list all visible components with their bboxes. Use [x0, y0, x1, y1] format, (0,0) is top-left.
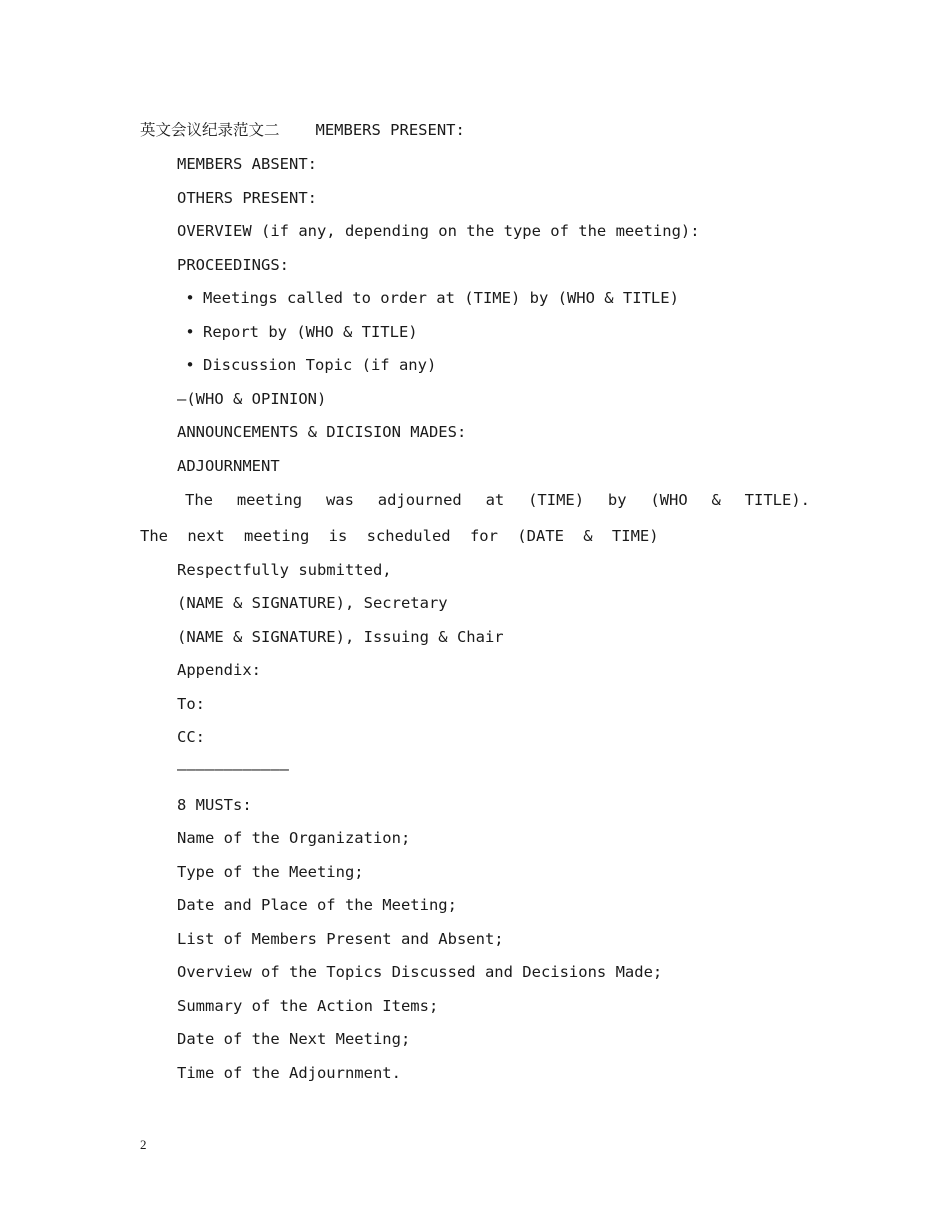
- must-item: Date and Place of the Meeting;: [177, 896, 457, 914]
- separator-rule: ————————————: [177, 760, 289, 778]
- heading-line: [140, 120, 465, 140]
- announcements-label: ANNOUNCEMENTS & DICISION MADES:: [177, 423, 467, 441]
- appendix-label: Appendix:: [177, 661, 261, 679]
- bullet-icon: •: [185, 356, 195, 374]
- adjournment-paragraph: The meeting was adjourned at (TIME) by (WHO & TITLE). The next meeting is scheduled for (DATE & TIME): [140, 491, 810, 545]
- must-item: Name of the Organization;: [177, 829, 411, 847]
- must-item: Summary of the Action Items;: [177, 997, 439, 1015]
- bullet-item: [177, 322, 418, 342]
- must-item: Overview of the Topics Discussed and Decisions Made;: [177, 963, 663, 981]
- bullet-text: Discussion Topic (if any): [203, 356, 437, 374]
- others-present-label: OTHERS PRESENT:: [177, 189, 317, 207]
- who-opinion-line: —(WHO & OPINION): [177, 390, 327, 408]
- bullet-text: Meetings called to order at (TIME) by (WHO & TITLE): [203, 289, 679, 307]
- chair-signature-line: (NAME & SIGNATURE), Issuing & Chair: [177, 628, 504, 646]
- must-item: Date of the Next Meeting;: [177, 1030, 411, 1048]
- to-label: To:: [177, 695, 205, 713]
- members-absent-label: MEMBERS ABSENT:: [177, 155, 317, 173]
- adjournment-label: ADJOURNMENT: [177, 457, 280, 475]
- respectfully-submitted-line: Respectfully submitted,: [177, 561, 392, 579]
- bullet-text: Report by (WHO & TITLE): [203, 323, 418, 341]
- bullet-item: [177, 355, 436, 375]
- bullet-item: [177, 288, 679, 308]
- heading-chinese: 英文会议纪录范文二: [140, 121, 280, 139]
- overview-label: OVERVIEW (if any, depending on the type of the meeting):: [177, 222, 700, 240]
- secretary-signature-line: (NAME & SIGNATURE), Secretary: [177, 594, 448, 612]
- page-number: 2: [140, 1137, 147, 1152]
- must-item: Time of the Adjournment.: [177, 1064, 401, 1082]
- bullet-icon: •: [185, 323, 195, 341]
- members-present-label: MEMBERS PRESENT:: [315, 121, 465, 139]
- cc-label: CC:: [177, 728, 205, 746]
- bullet-icon: •: [185, 289, 195, 307]
- must-item: List of Members Present and Absent;: [177, 930, 504, 948]
- must-item: Type of the Meeting;: [177, 863, 364, 881]
- proceedings-label: PROCEEDINGS:: [177, 256, 289, 274]
- musts-heading: 8 MUSTs:: [177, 796, 252, 814]
